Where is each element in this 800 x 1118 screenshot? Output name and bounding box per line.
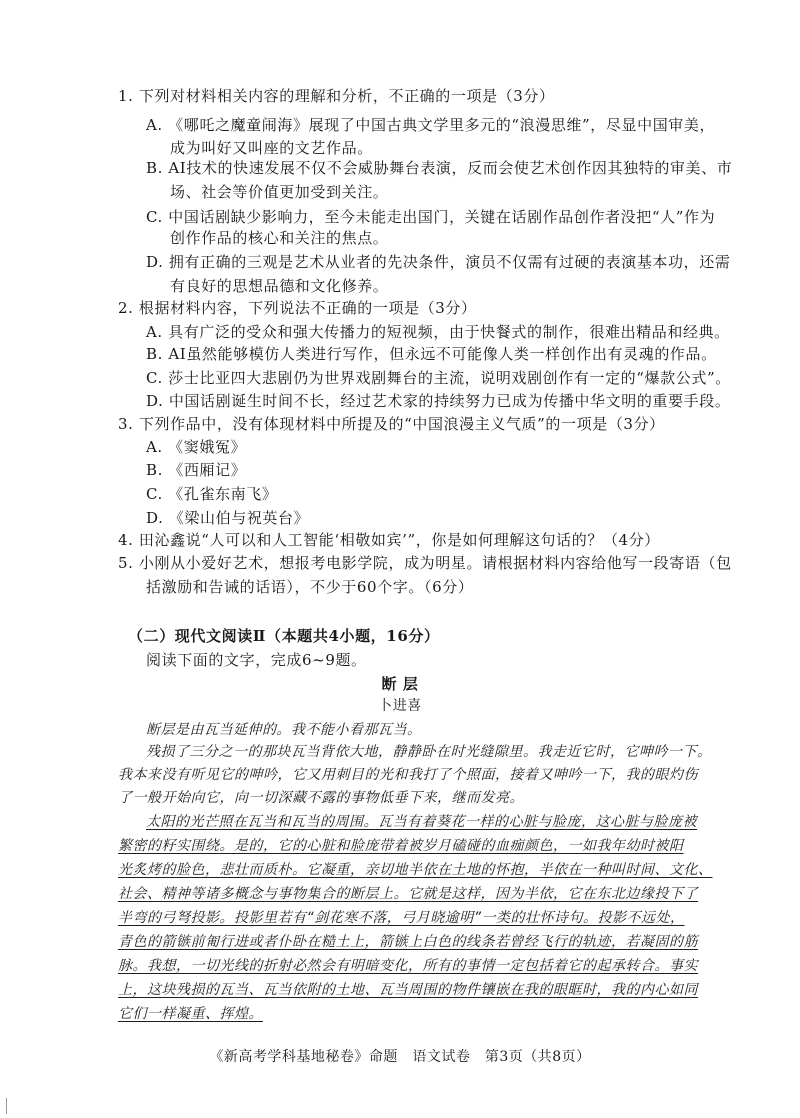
passage-author: 卜进喜 (378, 698, 422, 714)
question-2-option-c: C. 莎士比亚四大悲剧仍为世界戏剧舞台的主流，说明戏剧创作有一定的“爆款公式”。 (146, 369, 731, 387)
passage-line: 断层是由瓦当延伸的。我不能小看那瓦当。 (146, 722, 422, 738)
section-heading: （二）现代文阅读Ⅱ（本题共4小题，16分） (128, 627, 440, 645)
passage-underlined-line: 光炙烤的脸色，悲壮而质朴。它凝重，亲切地半依在土地的怀抱，半依在一种叫时间、文化、 (118, 862, 713, 878)
passage-underlined-line: 青色的箭镞前匍行进或者仆卧在糙土上，箭镞上白色的线条若曾经飞行的轨迹，若凝固的筋 (118, 934, 698, 950)
question-2-stem: 2. 根据材料内容，下列说法不正确的一项是（3分） (118, 299, 477, 317)
passage-line: 残损了三分之一的那块瓦当背依大地，静静卧在时光缝隙里。我走近它时，它呻吟一下。 (146, 744, 712, 760)
question-1-option-a-cont: 成为叫好又叫座的文艺作品。 (170, 139, 373, 157)
page-footer: 《新高考学科基地秘卷》命题 语文试卷 第3页（共8页） (209, 1049, 591, 1065)
passage-line: 了一般开始向它，向一切深藏不露的事物低垂下来，继而发亮。 (118, 790, 524, 806)
question-1-option-d-cont: 有良好的思想品德和文化修养。 (170, 277, 389, 295)
scan-edge-mark (6, 1098, 10, 1114)
question-1-option-c: C. 中国话剧缺少影响力，至今未能走出国门，关键在话剧作品创作者没把“人”作为 (146, 208, 716, 226)
question-1-option-b-cont: 场、社会等价值更加受到关注。 (170, 183, 389, 201)
passage-title: 断 层 (381, 675, 419, 693)
question-1-stem: 1. 下列对材料相关内容的理解和分析，不正确的一项是（3分） (118, 87, 555, 105)
question-1-option-b: B. AI技术的快速发展不仅不会威胁舞台表演，反而会使艺术创作因其独特的审美、市 (146, 159, 733, 177)
passage-underlined-line: 繁密的籽实围绕。是的，它的心脏和脸庞带着被岁月磕碰的血痂颜色，一如我年幼时被阳 (118, 838, 684, 854)
question-1-option-d: D. 拥有正确的三观是艺术从业者的先决条件，演员不仅需有过硬的表演基本功，还需 (146, 253, 731, 271)
question-3-stem: 3. 下列作品中，没有体现材料中所提及的“中国浪漫主义气质”的一项是（3分） (118, 415, 665, 433)
question-2-option-b: B. AI虽然能够模仿人类进行写作，但永远不可能像人类一样创作出有灵魂的作品。 (146, 345, 717, 363)
question-1-option-a: A. 《哪吒之魔童闹海》展现了中国古典文学里多元的“浪漫思维”，尽显中国审美， (146, 116, 716, 134)
question-3-option-a: A. 《窦娥冤》 (146, 438, 247, 456)
question-3-option-d: D. 《梁山伯与祝英台》 (146, 509, 310, 527)
question-2-option-d: D. 中国话剧诞生时间不长，经过艺术家的持续努力已成为传播中华文明的重要手段。 (146, 392, 731, 410)
passage-line: 我本来没有听见它的呻吟，它又用刺目的光和我打了个照面，接着又呻吟一下，我的眼灼伤 (118, 767, 698, 783)
question-5: 5. 小刚从小爱好艺术，想报考电影学院，成为明星。请根据材料内容给他写一段寄语（包 (118, 554, 732, 572)
passage-underlined-line: 太阳的光芒照在瓦当和瓦当的周围。瓦当有着葵花一样的心脏与脸庞，这心脏与脸庞被 (146, 814, 697, 830)
question-4: 4. 田沁鑫说“人可以和人工智能‘相敬如宾’”，你是如何理解这句话的？（4分） (118, 531, 660, 549)
passage-underlined-line: 上，这块残损的瓦当、瓦当依附的土地、瓦当周围的物件镶嵌在我的眼眶时，我的内心如同 (118, 982, 698, 998)
passage-underlined-line: 它们一样凝重、挥煌。 (118, 1006, 263, 1022)
passage-underlined-line: 社会、精神等诸多概念与事物集合的断层上。它就是这样，因为半依，它在东北边缘投下了 (118, 886, 698, 902)
question-3-option-b: B. 《西厢记》 (146, 461, 247, 479)
passage-underlined-line: 半弯的弓弩投影。投影里若有“剑花寒不落，弓月晓逾明”一类的壮怀诗句。投影不远处， (118, 910, 685, 926)
passage-underlined-line: 脉。我想，一切光线的折射必然会有明暗变化，所有的事情一定包括着它的起承转合。事实 (118, 958, 698, 974)
question-5-cont: 括激励和告诫的话语），不少于60个字。（6分） (146, 578, 474, 596)
question-3-option-c: C. 《孔雀东南飞》 (146, 485, 278, 503)
section-instruction: 阅读下面的文字，完成6~9题。 (146, 651, 367, 669)
question-1-option-c-cont: 创作作品的核心和关注的焦点。 (170, 229, 389, 247)
question-2-option-a: A. 具有广泛的受众和强大传播力的短视频，由于快餐式的制作，很难出精品和经典。 (146, 323, 730, 341)
